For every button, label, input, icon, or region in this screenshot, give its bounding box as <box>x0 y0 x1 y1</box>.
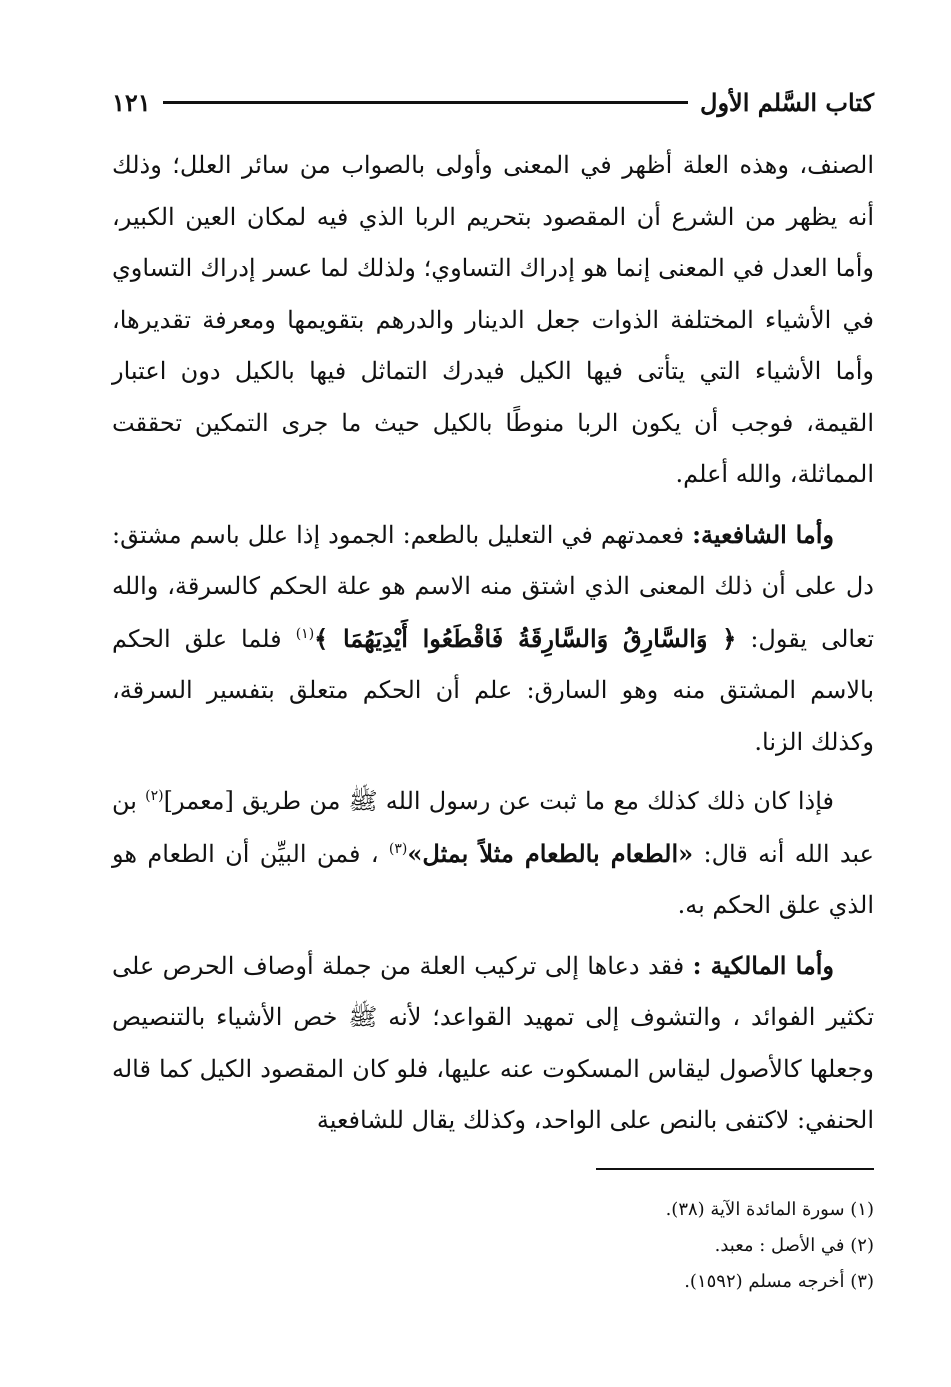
running-header <box>112 82 874 122</box>
footnote-ref-2[interactable]: (٢) <box>145 788 164 804</box>
paragraph-3 <box>112 776 874 932</box>
footnote-divider <box>596 1168 874 1170</box>
quran-verse: ﴿ وَالسَّارِقُ وَالسَّارِقَةُ فَاقْطَعُوا أَيْدِيَهُمَا ﴾ <box>314 623 737 653</box>
book-title: كتاب السَّلم الأول <box>700 87 874 117</box>
footnote-3: (٣) أخرجه مسلم (١٥٩٢). <box>684 1271 874 1292</box>
paragraph-2 <box>112 509 874 769</box>
header-rule <box>163 101 688 104</box>
footnote-ref-3[interactable]: (٣) <box>388 840 408 857</box>
paragraph-2-text-a: فعمدتهم في التعليل بالطعم: الجمود إذا علل باسم مشتق: دل على أن ذلك المعنى الذي اشتق منه الاسم هو علة الحكم كالسرقة، والله تعالى يقول: <box>112 520 874 653</box>
footnote-ref-1[interactable]: (١) <box>295 625 315 642</box>
hadith-text: «الطعام بالطعام مثلاً بمثل» <box>407 838 694 868</box>
malikiyya-lead: وأما المالكية : <box>692 950 834 980</box>
footnotes <box>374 1192 874 1300</box>
paragraph-4 <box>112 940 874 1147</box>
footnote-1: (١) سورة المائدة الآية (٣٨). <box>665 1199 874 1220</box>
main-text <box>112 140 874 1155</box>
page-number: ١٢١ <box>112 87 151 117</box>
paragraph-4-text: فقد دعاها إلى تركيب العلة من جملة أوصاف الحرص على تكثير الفوائد ، والتشوف إلى تمهيد القواعد؛ لأنه ﷺ خص الأشياء بالتنصيص وجعلها كالأصول ليقاس المسكوت عنه عليها، فلو كان المقصود الكيل كما قاله الحنفي: لاكتفى بالنص على الواحد، وكذلك يقال للشافعية <box>112 951 874 1134</box>
paragraph-3-text-b: بن عبد الله أنه قال: <box>112 787 874 868</box>
paragraph-2-text-b: فلما علق الحكم بالاسم المشتق منه وهو السارق: علم أن الحكم متعلق بتفسير السرقة، وكذلك الزنا. <box>112 624 874 756</box>
shafiiyya-lead: وأما الشافعية: <box>692 519 835 549</box>
paragraph-1-text: الصنف، وهذه العلة أظهر في المعنى وأولى بالصواب من سائر العلل؛ وذلك أنه يظهر من الشرع أن المقصود بتحريم الربا الذي فيه لمكان العين الكبير، وأما العدل في المعنى إنما هو إدراك التساوي؛ ولذلك لما عسر إدراك التساوي في الأشياء المختلفة الذوات جعل الدينار والدرهم بتقويمها ومعرفة تقديرها، وأما الأشياء التي يتأتى فيها الكيل فيدرك التماثل فيها بالكيل دون اعتبار القيمة، فوجب أن يكون الربا منوطًا بالكيل حيث ما جرى التمكين تحققت المماثلة، والله أعلم. <box>112 151 874 488</box>
paragraph-3-text-a: فإذا كان ذلك كذلك مع ما ثبت عن رسول الله ﷺ من طريق [معمر] <box>163 787 834 815</box>
paragraph-1 <box>112 140 874 501</box>
paragraph-3-text-c: ، فمن البيِّن أن الطعام هو الذي علق الحكم به. <box>112 839 874 919</box>
footnote-2: (٢) في الأصل : معبد. <box>714 1235 874 1256</box>
